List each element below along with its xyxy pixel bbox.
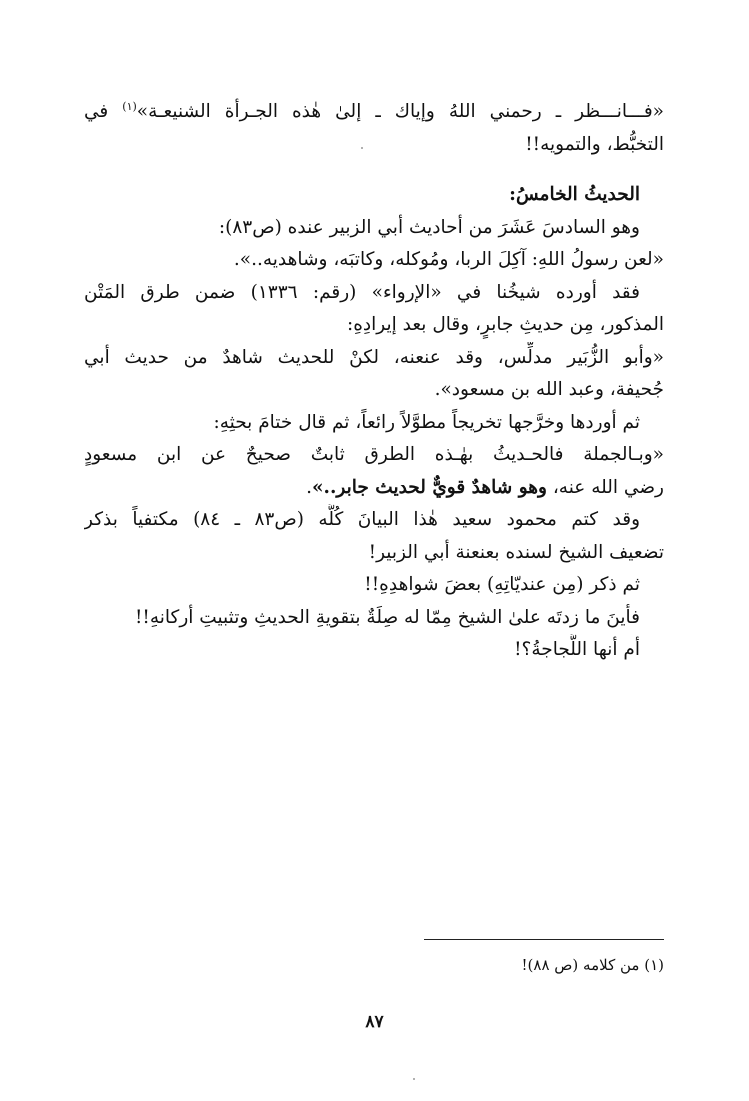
text-span: . [306,476,312,498]
text-span: ثم أوردها وخرَّجها تخريجاً مطوَّلاً رائعاً، ثم قال ختامَ بحثِهِ: [213,411,640,433]
text-line-6 [84,277,664,310]
main-text [84,96,664,667]
text-span: «وأبو الزُّبَير مدلِّس، وقد عنعنه، لكنْ للحديث شاهدٌ من حديث أبي [84,346,664,368]
text-span: وقد كتم محمود سعيد هٰذا البيانَ كُلَّه (ص٨٣ ـ ٨٤) مكتفياً بذكر [84,509,641,530]
quote-fragment: «فـــانـــظر ـ رحمني اللهُ وإياك ـ إلىٰ هٰذه الجـرأة الشنيعـة» [136,101,664,122]
text-span: «لعن رسولُ اللهِ: آكِلَ الربا، ومُوكله، وكاتبَه، وشاهديه..». [233,249,664,270]
page-number: ٨٧ [365,1012,384,1032]
text-line-13 [84,504,664,537]
footnote-reference: (١) [122,99,137,113]
text-span: ثم ذكر (مِن عنديّاتِهِ) بعضَ شواهدِهِ!! [364,574,640,595]
text-span: وهو السادسَ عَشَرَ من أحاديث أبي الزبير عنده (ص٨٣): [218,216,640,238]
text-span: رضي الله عنه، [546,476,664,498]
text-line-2 [84,129,664,162]
text-line-11 [84,439,664,472]
bold-phrase: وهو شاهدٌ قويٌّ لحديث جابر..» [311,476,547,498]
footnote-divider [424,939,664,940]
text-line-15 [84,569,664,602]
text-line-14 [84,537,664,570]
text-span: جُحيفة، وعبد الله بن مسعود». [434,379,664,400]
text-line-10 [84,407,664,440]
heading-text: الحديثُ الخامسُ: [509,184,640,205]
text-line-4 [84,212,664,245]
text-span: فقد أورده شيخُنا في «الإرواء» (رقم: ١٣٣٦) ضمن طرق المَتْن [84,281,640,303]
text-line-16 [84,602,664,635]
text-span: تضعيف الشيخ لسنده بعنعنة أبي الزبير! [368,541,664,563]
text-line-12 [84,472,664,505]
text-span: التخبُّط، والتمويه!! [525,133,664,155]
text-line-1 [84,96,664,129]
footnote: (١) من كلامه (ص ٨٨)! [521,956,664,974]
hadith-quote [84,244,664,277]
text-line-8 [84,342,664,375]
text-span: أم أنها اللَّجاجةُ؟! [514,639,640,660]
text-line-7 [84,309,664,342]
line-ending: في [84,101,123,122]
text-line-9 [84,374,664,407]
text-line-17 [84,634,664,667]
text-span: المذكور، مِن حديثِ جابرٍ، وقال بعد إيرادِهِ: [346,314,664,335]
text-span: فأينَ ما زدتَه علىٰ الشيخ مِمّا له صِلَةٌ بتقويةِ الحديثِ وتثبيتِ أركانهِ!! [134,606,640,628]
scan-speck [361,147,363,149]
text-span: «وبـالجملة فالحـديثُ بهٰـذه الطرق ثابتٌ صحيحٌ عن ابن مسعودٍ [84,444,664,465]
section-heading [84,179,664,212]
scan-speck [413,1078,415,1080]
